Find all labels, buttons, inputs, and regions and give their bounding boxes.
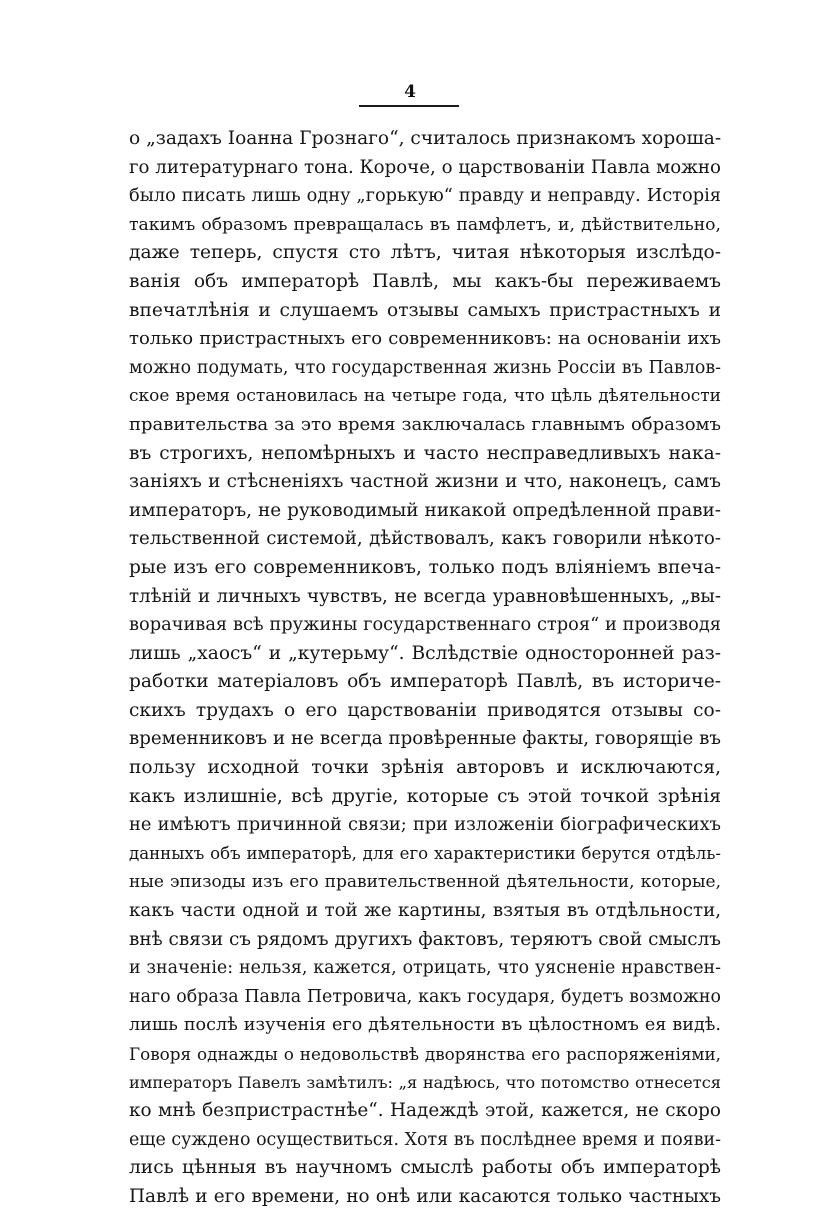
text-line: не имѣютъ причинной связи; при изложеніи біографическихъ (129, 814, 721, 836)
text-line: тельственной системой, дѣйствовалъ, какъ говорили нѣкото- (129, 528, 721, 550)
text-line: еще суждено осуществиться. Хотя въ послѣднее время и появи- (129, 1129, 721, 1150)
text-line: какъ части одной и той же картины, взятыя въ отдѣльности, (129, 900, 721, 922)
text-line: о „задахъ Іоанна Грознаго“, считалось признакомъ хороша- (129, 128, 721, 149)
text-line: ванія объ императорѣ Павлѣ, мы какъ-бы переживаемъ (129, 270, 721, 292)
text-line: можно подумать, что государственная жизнь Россіи въ Павлов- (129, 357, 721, 378)
text-line: только пристрастныхъ его современниковъ: на основаніи ихъ (129, 328, 721, 350)
text-line: тлѣній и личныхъ чувствъ, не всегда уравновѣшенныхъ, „вы- (129, 585, 721, 607)
text-line: и значеніе: нельзя, кажется, отрицать, что уясненіе нравствен- (129, 958, 721, 979)
text-line: ское время остановилась на четыре года, что цѣль дѣятельности (129, 386, 721, 407)
text-line: правительства за это время заключалась главнымъ образомъ (129, 413, 721, 435)
body-text (129, 125, 721, 1212)
text-line: временниковъ и не всегда провѣренные факты, говорящіе въ (129, 728, 721, 750)
text-line: ко мнѣ безпристрастнѣе“. Надеждѣ этой, кажется, не скоро (129, 1100, 721, 1122)
text-line: даже теперь, спустя сто лѣтъ, читая нѣкоторыя изслѣдо- (129, 242, 721, 264)
text-line: лишь послѣ изученія его дѣятельности въ цѣлостномъ ея видѣ. (129, 1015, 721, 1036)
text-line: въ строгихъ, непомѣрныхъ и часто несправедливыхъ нака- (129, 442, 721, 464)
text-line: было писать лишь одну „горькую“ правду и неправду. Исторія (129, 185, 721, 207)
text-line: Говоря однажды о недовольствѣ дворянства его распоряженіями, (129, 1044, 721, 1064)
text-line: скихъ трудахъ о его царствованіи приводятся отзывы со- (129, 699, 721, 721)
text-line: Павлѣ и его времени, но онѣ или касаются только частныхъ (129, 1185, 721, 1207)
text-line: данныхъ объ императорѣ, для его характеристики берутся отдѣль- (129, 843, 721, 863)
text-line: императоръ, не руководимый никакой опредѣленной прави- (129, 499, 721, 521)
page-number: 4 (404, 82, 416, 102)
text-line: заніяхъ и стѣсненіяхъ частной жизни и что, наконецъ, самъ (129, 471, 721, 493)
text-line: какъ излишніе, всѣ другіе, которые съ этой точкой зрѣнія (129, 785, 721, 807)
text-line: ворачивая всѣ пружины государственнаго строя“ и производя (129, 614, 721, 636)
text-line: наго образа Павла Петровича, какъ государя, будетъ возможно (129, 986, 721, 1007)
text-line: ные эпизоды изъ его правительственной дѣятельности, которые, (129, 872, 721, 893)
text-line: работки матеріаловъ объ императорѣ Павлѣ, въ историче- (129, 671, 721, 693)
text-line: лишь „хаосъ“ и „кутерьму“. Вслѣдствіе односторонней раз- (129, 642, 721, 664)
text-line: внѣ связи съ рядомъ другихъ фактовъ, теряютъ свой смыслъ (129, 928, 721, 950)
text-line: императоръ Павелъ замѣтилъ: „я надѣюсь, что потомство отнесется (129, 1072, 721, 1092)
text-line: го литературнаго тона. Короче, о царствованіи Павла можно (129, 156, 721, 178)
text-line: пользу исходной точки зрѣнія авторовъ и исключаются, (129, 757, 721, 779)
text-line: рые изъ его современниковъ, только подъ вліяніемъ впеча- (129, 556, 721, 578)
text-line: такимъ образомъ превращалась въ памфлетъ, и, дѣйствительно, (129, 214, 721, 235)
header-rule (359, 105, 459, 107)
text-line: впечатлѣнія и слушаемъ отзывы самыхъ пристрастныхъ и (129, 299, 721, 321)
text-line: лись цѣнныя въ научномъ смыслѣ работы объ императорѣ (129, 1157, 721, 1179)
